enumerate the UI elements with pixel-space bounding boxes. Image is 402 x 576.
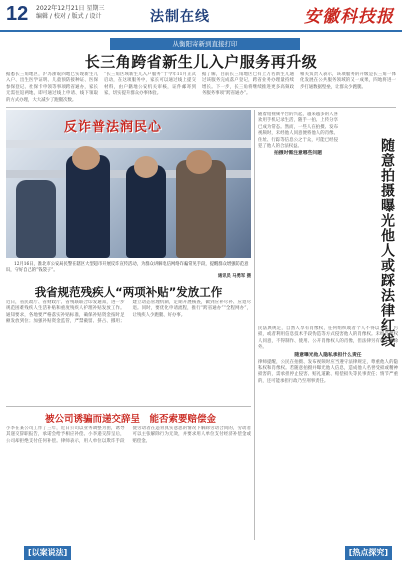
right-body-2: 民法典规定，自然人享有肖像权，任何组织或者个人不得以丑化、污损，或者利用信息技术手段伪造等方式侵害他人的肖像权。未经肖像权人同意，不得制作、使用、公开肖像权人的肖像，但法律另有规定的除外。 (258, 326, 398, 351)
police-officer-figure (126, 165, 166, 258)
photo-title: 反诈普法润民心 (64, 120, 163, 135)
article3-headline: 被公司诱骗而递交辞呈 能否索要赔偿金 (44, 414, 216, 425)
lead-kicker: 从衡阳寄新到直接打印 (110, 38, 300, 50)
divider (6, 406, 251, 407)
photo-credit: 通讯员 马勇军 摄 (217, 274, 251, 280)
section-title: 法制在线 (150, 9, 210, 25)
lead-col-3: 据了解，目前长三角地区已有上万名新生儿通过该服务完成落户登记，跨省业务办理量持续增长。下一步，长三角将继续推进更多高频政务服务事项“跨省通办”。 (202, 72, 294, 97)
photo-shelf (6, 140, 251, 148)
newspaper-brand: 安徽科技报 (304, 7, 394, 27)
police-officer-figure (66, 155, 110, 258)
officer-head (134, 156, 158, 178)
lead-headline: 长三角跨省新生儿入户服务再升级 (84, 53, 318, 71)
column-divider (254, 110, 255, 540)
right-body-1: 随着短视频平台的兴起，越来越多的人喜欢用手机记录生活，随手一拍、上传分享已成为常态。然而，一些人在拍摄、发布视频时，未经他人同意便将他人的肖像、住址、行踪等信息公之于众，可能已经侵犯了他人的合法权益。 (258, 112, 338, 150)
citizen-head (186, 150, 212, 174)
officer-head (72, 146, 100, 170)
right-subhead-1: 拍摄时需注意哪些问题 (274, 151, 322, 157)
photo-caption-text: 12月16日，淮北市公安局民警在辖区大型超市开展反诈宣传活动，为群众讲解电信网络诈骗常见手段，提醒群众增强防范意识，守好自己的“钱袋子”。 (6, 262, 249, 274)
right-subhead-2: 随意曝光他人隐私承担什么责任 (294, 352, 362, 358)
article3-body: 小李在某公司工作了三年，近日公司以业务调整为由，诱导其递交辞职报告，承诺会给予相应补偿。小李递交辞呈后，公司却拒绝支付任何补偿。律师表示，用人单位以欺诈手段使劳动者在违背真实意思的情况下解除劳动合同的，劳动者可以主张解除行为无效，并要求用人单位支付经济补偿金或赔偿金。 (6, 426, 251, 444)
right-body-3: 律师提醒，公民在拍摄、发布视频时应当遵守法律规定，尊重他人的隐私权和肖像权。若随意拍摄并曝光他人信息，造成他人名誉受损或精神损害的，需承担停止侵害、赔礼道歉、赔偿损失等民事责任；情节严重的，还可能承担行政乃至刑事责任。 (258, 359, 398, 384)
lead-col-2: “长三角区域新生儿入户服务”于今年11月正式启动，在这项服务中，家长可以通过线上提交材料，由户籍地公安机关审核，证件邮寄到家，切实提升群众办事体验。 (104, 72, 196, 97)
editor-text: 编辑 / 校对 / 版式 / 设计 (36, 13, 102, 20)
article2-headline: 我省规范残疾人“两项补贴”发放工作 (34, 285, 223, 299)
date-text: 2022年12月21日 星期三 (36, 5, 105, 12)
right-intro (258, 112, 338, 322)
case-law-tag: [以案说法] (24, 546, 71, 560)
article2-body: 近日，省民政厅、省财政厅、省残联联合印发通知，进一步规范困难残疾人生活补贴和重度残疾人护理补贴发放工作。通知要求，各地要严格落实补贴标准，确保补贴资金按时足额发放到位；加强补贴资金监管，严禁截留、挤占、挪用；建立动态管理机制，定期开展核查，做到应补尽补、应退尽退。同时，要优化申请流程，推行“跨省通办”“全程网办”，让残疾人少跑腿、好办事。 (6, 300, 251, 325)
lead-col-4: 相关负责人表示，该项服务的升级是长三角一体化发展在公共服务领域的又一成果，四地将进一步打通数据壁垒，让群众少跑腿。 (300, 72, 396, 90)
citizen-figure (16, 180, 56, 258)
citizen-figure (176, 160, 226, 258)
page-header (0, 0, 402, 32)
photo-caption (6, 262, 251, 281)
page-number: 12 (6, 3, 29, 25)
right-vertical-title: 随意拍摄曝光他人或踩法律红线 (379, 138, 395, 348)
date-line (36, 5, 126, 21)
right-body (258, 326, 398, 542)
news-photo (6, 110, 251, 258)
lead-col-1: 据悉长三角地区，沪苏浙皖四地已实现新生儿入户、出生医学证明、儿童预防接种证、医保参保登记、社保卡申领等事项跨省通办，家长无需往返两地，即可通过线上申请、线下领取的方式办理，大大减少了跑腿次数。 (6, 72, 98, 103)
divider (6, 107, 396, 108)
hot-topic-tag: [热点探究] (345, 546, 392, 560)
